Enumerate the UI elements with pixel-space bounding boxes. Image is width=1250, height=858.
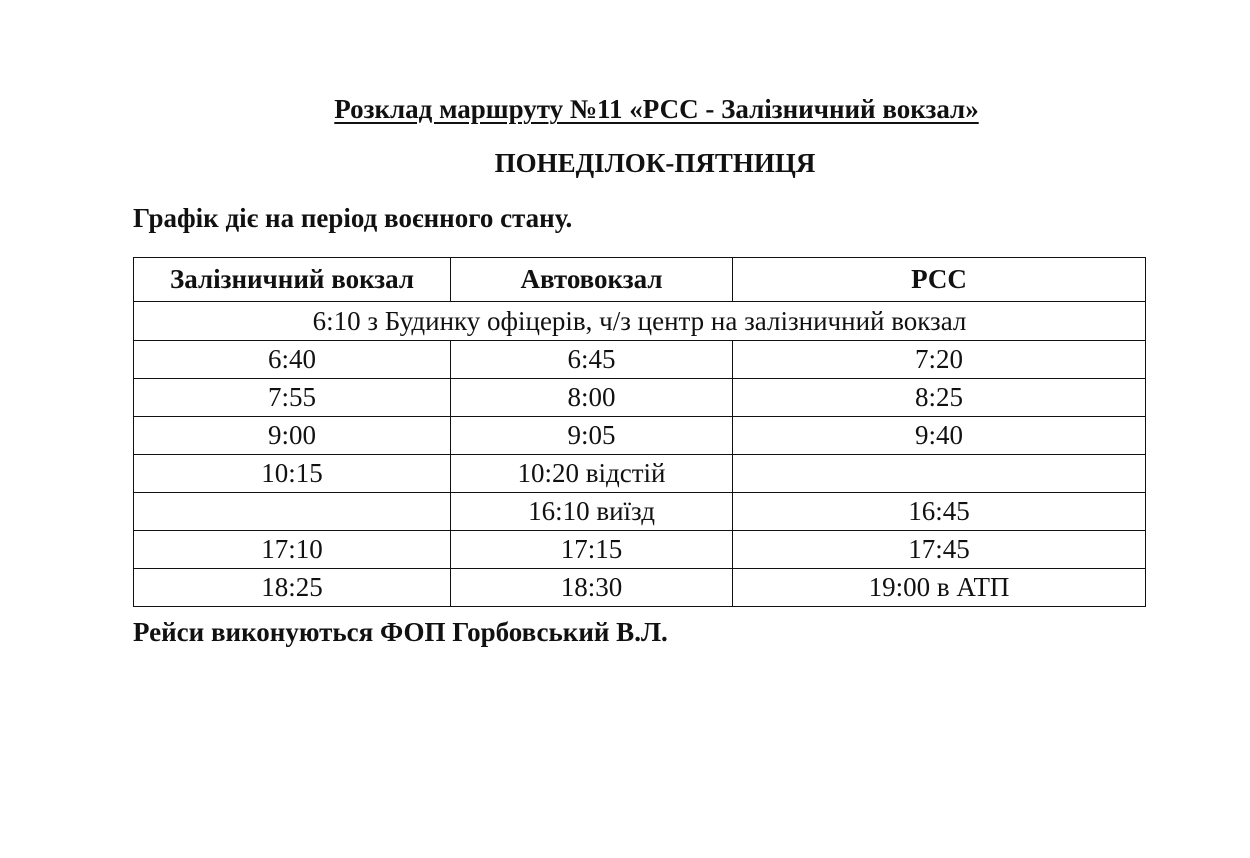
table-cell: 19:00 в АТП [733, 569, 1146, 607]
table-cell: 8:00 [451, 379, 733, 417]
table-header-row [134, 258, 1146, 302]
validity-note: Графік діє на період воєнного стану. [133, 203, 573, 233]
table-cell: 18:25 [134, 569, 451, 607]
table-cell: 7:55 [134, 379, 451, 417]
table-cell: 9:05 [451, 417, 733, 455]
operator-note: Рейси виконуються ФОП Горбовський В.Л. [133, 617, 668, 647]
table-cell: 17:10 [134, 531, 451, 569]
table-row [134, 569, 1146, 607]
schedule-table [133, 257, 1146, 607]
table-cell: 6:40 [134, 341, 451, 379]
table-cell: 9:00 [134, 417, 451, 455]
column-header-bus-station: Автовокзал [451, 258, 733, 302]
column-header-rss: РСС [733, 258, 1146, 302]
table-cell: 17:15 [451, 531, 733, 569]
table-row [134, 493, 1146, 531]
table-cell: 16:10 виїзд [451, 493, 733, 531]
table-cell: 6:45 [451, 341, 733, 379]
table-row [134, 341, 1146, 379]
page-title: Розклад маршруту №11 «РСС - Залізничний вокзал» [334, 94, 979, 124]
first-trip-note: 6:10 з Будинку офіцерів, ч/з центр на залізничний вокзал [134, 302, 1146, 341]
table-cell: 7:20 [733, 341, 1146, 379]
table-row [134, 417, 1146, 455]
table-cell [733, 455, 1146, 493]
table-cell: 10:20 відстій [451, 455, 733, 493]
table-cell: 16:45 [733, 493, 1146, 531]
table-row [134, 531, 1146, 569]
table-cell: 9:40 [733, 417, 1146, 455]
table-cell: 10:15 [134, 455, 451, 493]
table-cell: 18:30 [451, 569, 733, 607]
table-row [134, 455, 1146, 493]
column-header-railway-station: Залізничний вокзал [134, 258, 451, 302]
table-cell: 8:25 [733, 379, 1146, 417]
table-row [134, 379, 1146, 417]
days-subtitle: ПОНЕДІЛОК-ПЯТНИЦЯ [494, 148, 816, 178]
table-cell [134, 493, 451, 531]
table-note-row [134, 302, 1146, 341]
table-cell: 17:45 [733, 531, 1146, 569]
